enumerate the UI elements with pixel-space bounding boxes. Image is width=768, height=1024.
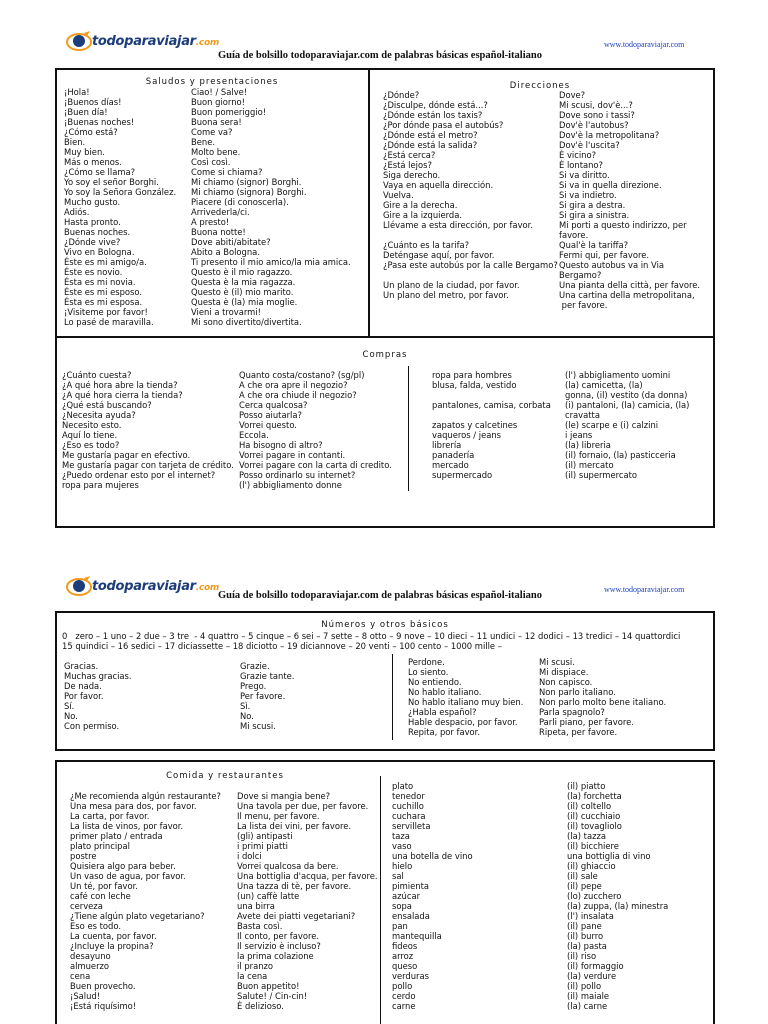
list-item: Perdone.: [408, 657, 445, 667]
list-item: Una pianta della città, per favore.: [559, 280, 701, 290]
page-title: Guía de bolsillo todoparaviajar.com de palabras básicas español-italiano: [218, 590, 542, 601]
list-item: [432, 410, 551, 420]
list-item: Per favore.: [240, 691, 286, 701]
list-item: (i) pantaloni, (la) camicia, (la): [565, 400, 690, 410]
list-item: Questa è la mia ragazza.: [191, 277, 296, 287]
list-item: il pranzo: [237, 961, 274, 971]
list-item: La lista de vinos, por favor.: [70, 821, 184, 831]
list-item: Mi scusi, dov'è...?: [559, 100, 633, 110]
list-item: Una tavola per due, per favore.: [237, 801, 369, 811]
logo: [66, 575, 219, 597]
list-item: ropa para hombres: [432, 370, 512, 380]
list-item: ¿Necesita ayuda?: [62, 410, 136, 420]
list-item: ¿Cuánto cuesta?: [62, 370, 132, 380]
numbers-line-1: 0 zero – 1 uno – 2 due – 3 tre - 4 quattro – 5 cinque – 6 sei – 7 sette – 8 otto – 9 nove – 10 dieci – 11 undici – 12 dodici – 13 tredici – 14 quattordici: [62, 631, 681, 641]
list-item: ropa para mujeres: [62, 480, 139, 490]
list-item: Dove sono i tassi?: [559, 110, 635, 120]
list-item: Dov'è la metropolitana?: [559, 130, 660, 140]
list-item: Quisiera algo para beber.: [70, 861, 176, 871]
list-item: ¿Disculpe, dónde está...?: [383, 100, 488, 110]
list-item: Buon giorno!: [191, 97, 245, 107]
saludos-it-list: [191, 87, 351, 327]
divider: [380, 776, 381, 1024]
list-item: Vaya en aquella dirección.: [383, 180, 494, 190]
list-item: Eso es todo.: [70, 921, 121, 931]
list-item: No.: [240, 711, 254, 721]
list-item: (lo) zucchero: [567, 891, 622, 901]
list-item: Cerca qualcosa?: [239, 400, 308, 410]
list-item: i dolci: [237, 851, 262, 861]
list-item: De nada.: [64, 681, 102, 691]
list-item: plato: [392, 781, 414, 791]
divider: [392, 654, 393, 740]
list-item: Aquí lo tiene.: [62, 430, 118, 440]
logo-suffix: .com: [195, 37, 219, 48]
list-item: Ésta es mi novia.: [64, 277, 136, 287]
list-item: Parla spagnolo?: [539, 707, 605, 717]
list-item: Grazie tante.: [240, 671, 295, 681]
list-item: Dove abiti/abitate?: [191, 237, 271, 247]
list-item: (la) camicetta, (la): [565, 380, 643, 390]
divider: [408, 366, 409, 491]
list-item: (gli) antipasti: [237, 831, 293, 841]
logo-text: todoparaviajar: [92, 33, 196, 49]
list-item: (il) supermercato: [565, 470, 638, 480]
list-item: Basta così.: [237, 921, 283, 931]
list-item: una birra: [237, 901, 275, 911]
list-item: Buona notte!: [191, 227, 246, 237]
list-item: (la) carne: [567, 1001, 608, 1011]
list-item: (il) ghiaccio: [567, 861, 616, 871]
list-item: A che ora apre il negozio?: [239, 380, 348, 390]
site-url[interactable]: www.todoparaviajar.com: [604, 585, 685, 594]
list-item: plato principal: [70, 841, 130, 851]
list-item: (il) pollo: [567, 981, 602, 991]
list-item: Gire a la derecha.: [383, 200, 458, 210]
list-item: favore.: [559, 230, 589, 240]
list-item: Vivo en Bologna.: [64, 247, 135, 257]
list-item: No.: [64, 711, 78, 721]
list-item: (la) forchetta: [567, 791, 622, 801]
list-item: (la) zuppa, (la) minestra: [567, 901, 669, 911]
list-item: Questo è (il) mio marito.: [191, 287, 294, 297]
list-item: Un plano del metro, por favor.: [383, 290, 509, 300]
list-item: servilleta: [392, 821, 431, 831]
list-item: (il) bicchiere: [567, 841, 619, 851]
list-item: (il) cucchiaio: [567, 811, 621, 821]
list-item: Vorrei pagare con la carta di credito.: [239, 460, 392, 470]
list-item: Éste es novio.: [64, 267, 123, 277]
list-item: Con permiso.: [64, 721, 120, 731]
list-item: primer plato / entrada: [70, 831, 163, 841]
numbers-line-2: 15 quindici – 16 sedici – 17 diciassette – 18 diciotto – 19 diciannove – 20 venti – 100 cento – 1000 mille –: [62, 641, 502, 651]
list-item: Si va diritto.: [559, 170, 610, 180]
list-item: tenedor: [392, 791, 425, 801]
list-item: Non capisco.: [539, 677, 593, 687]
list-item: ¿Qué está buscando?: [62, 400, 152, 410]
list-item: ¿Dónde está la salida?: [383, 140, 478, 150]
list-item: Dov'è l'autobus?: [559, 120, 629, 130]
list-item: Buon pomeriggio!: [191, 107, 267, 117]
list-item: verduras: [392, 971, 429, 981]
list-item: i primi piatti: [237, 841, 288, 851]
list-item: una bottiglia di vino: [567, 851, 651, 861]
comida-it-list: [237, 791, 378, 1011]
list-item: Eccola.: [239, 430, 269, 440]
list-item: No hablo italiano muy bien.: [408, 697, 524, 707]
list-item: azúcar: [392, 891, 421, 901]
list-item: Posso aiutarla?: [239, 410, 302, 420]
list-item: Come si chiama?: [191, 167, 263, 177]
list-item: Abito a Bologna.: [191, 247, 260, 257]
list-item: supermercado: [432, 470, 493, 480]
list-item: A presto!: [191, 217, 230, 227]
list-item: È delizioso.: [237, 1001, 284, 1011]
list-item: vaso: [392, 841, 412, 851]
compras-it-list: [239, 370, 392, 490]
list-item: Così così.: [191, 157, 231, 167]
list-item: (il) formaggio: [567, 961, 624, 971]
list-item: Hable despacio, por favor.: [408, 717, 518, 727]
list-item: ¿A qué hora cierra la tienda?: [62, 390, 183, 400]
list-item: (la) libreria: [565, 440, 611, 450]
saludos-es-list: [64, 87, 176, 327]
list-item: Posso ordinarlo su internet?: [239, 470, 356, 480]
list-item: ¿Está lejos?: [383, 160, 432, 170]
list-item: fideos: [392, 941, 418, 951]
list-item: (il) sale: [567, 871, 598, 881]
list-item: Muchas gracias.: [64, 671, 132, 681]
numeros-es-list: [64, 661, 132, 731]
list-item: Llévame a esta dirección, por favor.: [383, 220, 533, 230]
direcciones-es-list: [383, 90, 558, 300]
list-item: Piacere (di conoscerla).: [191, 197, 289, 207]
section-title-saludos: Saludos y presentaciones: [145, 77, 279, 87]
list-item: Gracias.: [64, 661, 99, 671]
numeros-it2-list: [539, 657, 666, 737]
list-item: per favore.: [559, 300, 608, 310]
list-item: Questo autobus va in Via: [559, 260, 665, 270]
list-item: mantequilla: [392, 931, 442, 941]
list-item: La cuenta, por favor.: [70, 931, 157, 941]
list-item: ¿Cómo se llama?: [64, 167, 136, 177]
list-item: ¡Buenos días!: [64, 97, 122, 107]
list-item: La carta, por favor.: [70, 811, 150, 821]
list-item: Una cartina della metropolitana,: [559, 290, 695, 300]
list-item: Fermi qui, per favore.: [559, 250, 650, 260]
list-item: Vieni a trovarmi!: [191, 307, 262, 317]
list-item: Mi sono divertito/divertita.: [191, 317, 302, 327]
list-item: Mi dispiace.: [539, 667, 589, 677]
list-item: ¿Dónde está el metro?: [383, 130, 478, 140]
list-item: Lo siento.: [408, 667, 449, 677]
section-title-numeros: Números y otros básicos: [321, 620, 449, 630]
list-item: ¿Eso es todo?: [62, 440, 120, 450]
comida-it2-list: [567, 781, 668, 1011]
globe-icon: [66, 30, 92, 52]
list-item: Me gustaría pagar con tarjeta de crédito.: [62, 460, 234, 470]
list-item: Dove si mangia bene?: [237, 791, 331, 801]
list-item: Un plano de la ciudad, por favor.: [383, 280, 520, 290]
list-item: ¡Está riquísimo!: [70, 1001, 137, 1011]
list-item: È lontano?: [559, 160, 604, 170]
list-item: carne: [392, 1001, 416, 1011]
list-item: No entiendo.: [408, 677, 462, 687]
list-item: librería: [432, 440, 462, 450]
list-item: (il) coltello: [567, 801, 612, 811]
list-item: Una bottiglia d'acqua, per favore.: [237, 871, 378, 881]
list-item: La lista dei vini, per favore.: [237, 821, 352, 831]
list-item: ¿Dónde?: [383, 90, 420, 100]
list-item: pantalones, camisa, corbata: [432, 400, 551, 410]
list-item: (l') abbigliamento donne: [239, 480, 342, 490]
list-item: Buenas noches.: [64, 227, 131, 237]
list-item: la cena: [237, 971, 268, 981]
list-item: panadería: [432, 450, 475, 460]
list-item: (la) verdure: [567, 971, 617, 981]
list-item: (il) tovagliolo: [567, 821, 622, 831]
list-item: ¿Dónde están los taxis?: [383, 110, 483, 120]
list-item: Si gira a destra.: [559, 200, 626, 210]
list-item: sopa: [392, 901, 412, 911]
list-item: Hasta pronto.: [64, 217, 121, 227]
list-item: Il servizio è incluso?: [237, 941, 321, 951]
list-item: Por favor.: [64, 691, 104, 701]
list-item: Ha bisogno di altro?: [239, 440, 323, 450]
list-item: Una mesa para dos, por favor.: [70, 801, 197, 811]
list-item: Me gustaría pagar en efectivo.: [62, 450, 191, 460]
list-item: cerdo: [392, 991, 416, 1001]
logo-text: todoparaviajar: [92, 578, 196, 594]
list-item: [383, 270, 558, 280]
list-item: Yo soy el señor Borghi.: [64, 177, 159, 187]
list-item: vaqueros / jeans: [432, 430, 502, 440]
list-item: café con leche: [70, 891, 131, 901]
list-item: Qual'è la tariffa?: [559, 240, 629, 250]
list-item: la prima colazione: [237, 951, 314, 961]
list-item: (il) maiale: [567, 991, 610, 1001]
list-item: Lo pasé de maravilla.: [64, 317, 154, 327]
compras-es2-list: [432, 370, 551, 480]
list-item: Una tazza di tè, per favore.: [237, 881, 352, 891]
list-item: Si gira a sinistra.: [559, 210, 630, 220]
list-item: Sì.: [240, 701, 251, 711]
list-item: Salute! / Cin-cin!: [237, 991, 308, 1001]
list-item: (il) riso: [567, 951, 597, 961]
list-item: zapatos y calcetines: [432, 420, 518, 430]
logo-suffix: .com: [195, 582, 219, 593]
list-item: Bien.: [64, 137, 86, 147]
list-item: (un) caffè latte: [237, 891, 300, 901]
list-item: ¿Por dónde pasa el autobús?: [383, 120, 504, 130]
list-item: Ti presento il mio amico/la mia amica.: [191, 257, 351, 267]
comida-es2-list: [392, 781, 473, 1011]
list-item: Éste es mi amigo/a.: [64, 257, 147, 267]
compras-es-list: [62, 370, 234, 490]
list-item: i jeans: [565, 430, 593, 440]
list-item: postre: [70, 851, 97, 861]
list-item: Dov'è l'uscita?: [559, 140, 620, 150]
list-item: Ripeta, per favore.: [539, 727, 618, 737]
list-item: Yo soy la Señora González.: [64, 187, 177, 197]
list-item: Arrivederla/ci.: [191, 207, 250, 217]
list-item: Mi scusi.: [240, 721, 276, 731]
list-item: Un vaso de agua, por favor.: [70, 871, 186, 881]
list-item: (l') abbigliamento uomini: [565, 370, 671, 380]
list-item: ¡Hola!: [64, 87, 90, 97]
list-item: una botella de vino: [392, 851, 473, 861]
comida-es-list: [70, 791, 221, 1011]
list-item: Dove?: [559, 90, 586, 100]
list-item: Questo è il mio ragazzo.: [191, 267, 293, 277]
list-item: Vuelva.: [383, 190, 414, 200]
list-item: Siga derecho.: [383, 170, 441, 180]
list-item: queso: [392, 961, 418, 971]
list-item: Buon appetito!: [237, 981, 300, 991]
list-item: sal: [392, 871, 404, 881]
numeros-it-list: [240, 661, 294, 731]
list-item: mercado: [432, 460, 469, 470]
section-title-direcciones: Direcciones: [509, 81, 571, 91]
list-item: ¡Buen día!: [64, 107, 108, 117]
list-item: cena: [70, 971, 91, 981]
list-item: Buona sera!: [191, 117, 242, 127]
list-item: Il conto, per favore.: [237, 931, 320, 941]
list-item: Prego.: [240, 681, 267, 691]
list-item: (il) burro: [567, 931, 604, 941]
list-item: ¿Incluye la propina?: [70, 941, 154, 951]
list-item: (il) fornaio, (la) pasticceria: [565, 450, 676, 460]
list-item: ensalada: [392, 911, 430, 921]
list-item: (la) tazza: [567, 831, 606, 841]
globe-icon: [66, 575, 92, 597]
list-item: Mi scusi.: [539, 657, 575, 667]
list-item: cuchillo: [392, 801, 424, 811]
list-item: ¡Visiteme por favor!: [64, 307, 148, 317]
list-item: ¿Cuánto es la tarifa?: [383, 240, 470, 250]
list-item: ¿Cómo está?: [64, 127, 118, 137]
list-item: ¿Habla español?: [408, 707, 477, 717]
list-item: gonna, (il) vestito (da donna): [565, 390, 688, 400]
list-item: pan: [392, 921, 408, 931]
list-item: Bene.: [191, 137, 216, 147]
site-url[interactable]: www.todoparaviajar.com: [604, 40, 685, 49]
list-item: Molto bene.: [191, 147, 241, 157]
section-title-compras: Compras: [362, 350, 408, 360]
list-item: Non parlo molto bene italiano.: [539, 697, 667, 707]
list-item: Bergamo?: [559, 270, 602, 280]
list-item: Vorrei pagare in contanti.: [239, 450, 346, 460]
list-item: Más o menos.: [64, 157, 122, 167]
list-item: Un té, por favor.: [70, 881, 138, 891]
list-item: pollo: [392, 981, 413, 991]
list-item: arroz: [392, 951, 414, 961]
list-item: ¿Puedo ordenar esto por el internet?: [62, 470, 216, 480]
list-item: (il) pepe: [567, 881, 602, 891]
section-title-comida: Comida y restaurantes: [166, 771, 284, 781]
list-item: pimienta: [392, 881, 430, 891]
list-item: Non parlo italiano.: [539, 687, 616, 697]
list-item: Il menu, per favore.: [237, 811, 320, 821]
list-item: ¿Dónde vive?: [64, 237, 121, 247]
list-item: [432, 390, 551, 400]
list-item: È vicino?: [559, 150, 597, 160]
list-item: A che ora chiude il negozio?: [239, 390, 357, 400]
list-item: Quanto costa/costano? (sg/pl): [239, 370, 365, 380]
list-item: [383, 230, 558, 240]
list-item: Grazie.: [240, 661, 270, 671]
list-item: Parli piano, per favore.: [539, 717, 634, 727]
list-item: Éste es mi esposo.: [64, 287, 143, 297]
list-item: blusa, falda, vestido: [432, 380, 517, 390]
list-item: Necesito esto.: [62, 420, 122, 430]
list-item: Muy bien.: [64, 147, 105, 157]
list-item: (l') insalata: [567, 911, 614, 921]
list-item: ¿A qué hora abre la tienda?: [62, 380, 178, 390]
divider: [368, 68, 370, 338]
list-item: Mi chiamo (signor) Borghi.: [191, 177, 302, 187]
list-item: Si va in quella direzione.: [559, 180, 662, 190]
list-item: Gire a la izquierda.: [383, 210, 463, 220]
list-item: (il) piatto: [567, 781, 606, 791]
list-item: ¡Buenas noches!: [64, 117, 135, 127]
list-item: ¿Tiene algún plato vegetariano?: [70, 911, 205, 921]
compras-it2-list: [565, 370, 689, 480]
list-item: cerveza: [70, 901, 103, 911]
list-item: desayuno: [70, 951, 111, 961]
direcciones-it-list: [559, 90, 700, 310]
list-item: Come va?: [191, 127, 233, 137]
list-item: Mi chiamo (signora) Borghi.: [191, 187, 307, 197]
list-item: ¡Salud!: [70, 991, 101, 1001]
list-item: (il) mercato: [565, 460, 614, 470]
list-item: Avete dei piatti vegetariani?: [237, 911, 356, 921]
list-item: Adiós.: [64, 207, 90, 217]
list-item: Ésta es mi esposa.: [64, 297, 143, 307]
list-item: Vorrei qualcosa da bere.: [237, 861, 339, 871]
list-item: Repita, por favor.: [408, 727, 481, 737]
list-item: Ciao! / Salve!: [191, 87, 248, 97]
list-item: No hablo italiano.: [408, 687, 482, 697]
logo: [66, 30, 219, 52]
list-item: ¿Me recomienda algún restaurante?: [70, 791, 221, 801]
list-item: Sí.: [64, 701, 75, 711]
page-title: Guía de bolsillo todoparaviajar.com de palabras básicas español-italiano: [218, 50, 542, 61]
list-item: Deténgase aquí, por favor.: [383, 250, 495, 260]
list-item: Mucho gusto.: [64, 197, 121, 207]
list-item: Buen provecho.: [70, 981, 136, 991]
list-item: cravatta: [565, 410, 600, 420]
list-item: (le) scarpe e (i) calzini: [565, 420, 659, 430]
list-item: ¿Pasa este autobús por la calle Bergamo?: [383, 260, 558, 270]
list-item: Vorrei questo.: [239, 420, 297, 430]
list-item: (la) pasta: [567, 941, 607, 951]
list-item: hielo: [392, 861, 413, 871]
list-item: (il) pane: [567, 921, 602, 931]
list-item: cuchara: [392, 811, 426, 821]
list-item: Mi porti a questo indirizzo, per: [559, 220, 687, 230]
list-item: taza: [392, 831, 410, 841]
list-item: almuerzo: [70, 961, 110, 971]
list-item: Si va indietro.: [559, 190, 617, 200]
list-item: Questa è (la) mia moglie.: [191, 297, 298, 307]
list-item: ¿Está cerca?: [383, 150, 436, 160]
numeros-es2-list: [408, 657, 523, 737]
